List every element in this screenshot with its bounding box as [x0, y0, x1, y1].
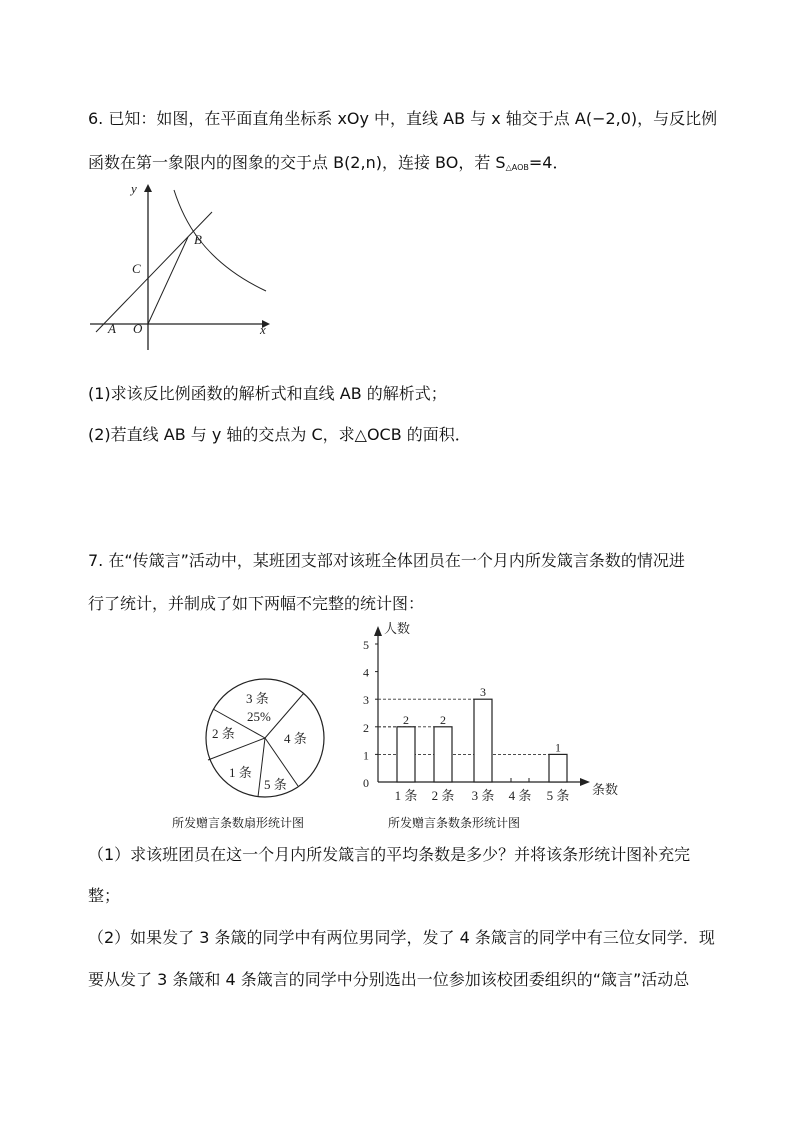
- q6-line1: 6. 已知：如图，在平面直角坐标系 xOy 中，直线 AB 与 x 轴交于点 A(−2,0)，与反比例: [88, 109, 718, 128]
- x-category-label: 4 条: [508, 788, 532, 803]
- bar-y-axis-arrow: [374, 626, 382, 636]
- line-ab: [96, 212, 212, 332]
- y-tick-label: 3: [363, 693, 369, 708]
- segment-ob: [148, 237, 188, 324]
- bar-xlabel: 条数: [592, 782, 619, 797]
- pie-chart: [200, 672, 332, 804]
- pie-label-3: 3 条: [246, 691, 269, 706]
- bar-ylabel: 人数: [384, 621, 411, 636]
- pie-label-5: 5 条: [264, 777, 287, 792]
- pie-label-2: 2 条: [212, 726, 235, 741]
- q6-part2: (2)若直线 AB 与 y 轴的交点为 C，求△OCB 的面积．: [88, 425, 471, 444]
- label-x: x: [260, 322, 266, 337]
- q6-coordinate-figure: [85, 178, 285, 353]
- x-category-label: 5 条: [546, 788, 570, 803]
- data-label: 2: [403, 712, 409, 727]
- label-c: C: [132, 261, 141, 276]
- q7-part1-a: （1）求该班团员在这一个月内所发箴言的平均条数是多少？并将该条形统计图补充完: [88, 845, 691, 864]
- label-b: B: [194, 232, 202, 247]
- q7-line2: 行了统计，并制成了如下两幅不完整的统计图：: [88, 594, 425, 613]
- q7-part2-a: （2）如果发了 3 条箴的同学中有两位男同学，发了 4 条箴言的同学中有三位女同学．现: [88, 928, 715, 947]
- q7-part2-b: 要从发了 3 条箴和 4 条箴言的同学中分别选出一位参加该校团委组织的“箴言”活动总: [88, 970, 690, 989]
- y-axis-arrow: [144, 184, 152, 192]
- data-label: 1: [555, 740, 561, 755]
- y-tick-label: 4: [363, 665, 369, 680]
- bar: [397, 727, 415, 782]
- q6-part1: (1)求该反比例函数的解析式和直线 AB 的解析式；: [88, 384, 447, 403]
- y-tick-label: 5: [363, 638, 369, 652]
- label-y: y: [131, 181, 137, 196]
- hyperbola-curve: [174, 190, 266, 291]
- bar: [549, 754, 567, 782]
- pie-label-1: 1 条: [229, 765, 252, 780]
- pie-label-4: 4 条: [284, 731, 307, 746]
- x-category-label: 3 条: [471, 788, 495, 803]
- x-category-label: 2 条: [431, 788, 455, 803]
- pie-label-3-pct: 25%: [247, 709, 271, 724]
- label-a: A: [108, 321, 116, 336]
- data-label: 3: [480, 685, 486, 700]
- q7-line1: 7. 在“传箴言”活动中，某班团支部对该班全体团员在一个月内所发箴言条数的情况进: [88, 551, 685, 570]
- bar-x-axis-arrow: [580, 778, 590, 786]
- x-category-label: 1 条: [394, 788, 418, 803]
- q6-line2: [88, 153, 568, 178]
- bar: [434, 727, 452, 782]
- bar: [474, 699, 492, 782]
- q6-line2-post: =4．: [528, 153, 569, 172]
- q6-area-subscript: △AOB: [505, 163, 529, 172]
- y-tick-label: 1: [363, 748, 369, 763]
- bar-caption: 所发赠言条数条形统计图: [388, 816, 521, 830]
- bar-chart: [355, 615, 635, 810]
- label-o: O: [133, 321, 143, 336]
- y-tick-label: 0: [363, 776, 369, 790]
- pie-caption: 所发赠言条数扇形统计图: [172, 816, 305, 830]
- q7-part1-b: 整；: [88, 886, 121, 905]
- y-tick-label: 2: [363, 720, 369, 735]
- q6-line2-pre: 函数在第一象限内的图象的交于点 B(2,n)，连接 BO，若 S: [88, 153, 506, 172]
- data-label: 2: [440, 712, 446, 727]
